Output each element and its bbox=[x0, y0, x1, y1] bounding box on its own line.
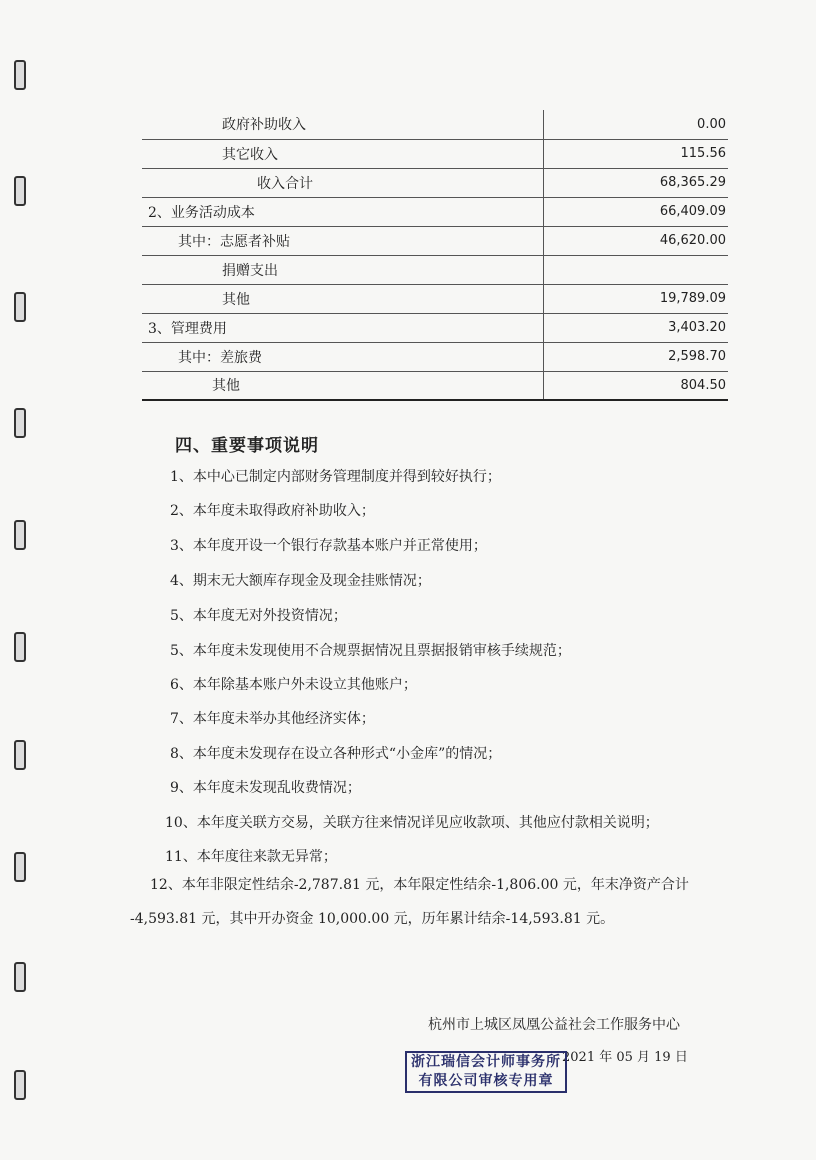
table-row bbox=[142, 284, 728, 313]
row-label: 其它收入 bbox=[142, 139, 544, 168]
stamp-line2: 有限公司审核专用章 bbox=[418, 1073, 554, 1089]
table-row bbox=[142, 197, 728, 226]
note-12-line2: -4,593.81 元，其中开办资金 10,000.00 元，历年累计结余-14,593.81 元。 bbox=[130, 911, 615, 927]
table-row bbox=[142, 168, 728, 197]
table-row bbox=[142, 110, 728, 139]
row-amount: 2,598.70 bbox=[544, 342, 729, 371]
row-amount bbox=[544, 255, 729, 284]
organization-name: 杭州市上城区凤凰公益社会工作服务中心 bbox=[428, 1017, 680, 1033]
section-title: 四、重要事项说明 bbox=[175, 436, 319, 456]
binding-hole bbox=[14, 520, 26, 550]
table-row bbox=[142, 313, 728, 342]
row-label: 3、管理费用 bbox=[142, 313, 544, 342]
row-amount: 46,620.00 bbox=[544, 226, 729, 255]
binding-hole bbox=[14, 60, 26, 90]
note-item: 1、本中心已制定内部财务管理制度并得到较好执行； bbox=[170, 469, 501, 485]
note-item-12 bbox=[130, 868, 710, 936]
binding-hole bbox=[14, 632, 26, 662]
table-row bbox=[142, 139, 728, 168]
row-label: 收入合计 bbox=[142, 168, 544, 197]
note-item: 11、本年度往来款无异常； bbox=[165, 849, 337, 865]
row-amount: 66,409.09 bbox=[544, 197, 729, 226]
table-row bbox=[142, 255, 728, 284]
row-amount: 115.56 bbox=[544, 139, 729, 168]
binding-hole bbox=[14, 408, 26, 438]
row-label: 其他 bbox=[142, 371, 544, 400]
row-label: 捐赠支出 bbox=[142, 255, 544, 284]
note-item: 10、本年度关联方交易，关联方往来情况详见应收款项、其他应付款相关说明； bbox=[165, 815, 659, 831]
note-item: 3、本年度开设一个银行存款基本账户并正常使用； bbox=[170, 538, 487, 554]
row-amount: 68,365.29 bbox=[544, 168, 729, 197]
table-row bbox=[142, 342, 728, 371]
row-label: 其他 bbox=[142, 284, 544, 313]
row-amount: 0.00 bbox=[544, 110, 729, 139]
report-date: 2021 年 05 月 19 日 bbox=[562, 1050, 688, 1065]
note-item: 4、期末无大额库存现金及现金挂账情况； bbox=[170, 573, 431, 589]
note-12-line1: 12、本年非限定性结余-2,787.81 元，本年限定性结余-1,806.00 元，年末净资产合计 bbox=[150, 877, 689, 893]
note-item: 8、本年度未发现存在设立各种形式“小金库”的情况； bbox=[170, 746, 502, 762]
note-item: 5、本年度无对外投资情况； bbox=[170, 608, 347, 624]
binding-hole bbox=[14, 292, 26, 322]
binding-hole bbox=[14, 852, 26, 882]
note-item: 5、本年度未发现使用不合规票据情况且票据报销审核手续规范； bbox=[170, 643, 571, 659]
note-item: 7、本年度未举办其他经济实体； bbox=[170, 711, 375, 727]
income-expense-table bbox=[142, 110, 728, 401]
row-label: 2、业务活动成本 bbox=[142, 197, 544, 226]
note-item: 9、本年度未发现乱收费情况； bbox=[170, 780, 361, 796]
row-amount: 804.50 bbox=[544, 371, 729, 400]
row-amount: 19,789.09 bbox=[544, 284, 729, 313]
stamp-line1: 浙江瑞信会计师事务所 bbox=[411, 1054, 561, 1070]
binding-hole bbox=[14, 1070, 26, 1100]
row-label: 其中：志愿者补贴 bbox=[142, 226, 544, 255]
note-item: 2、本年度未取得政府补助收入； bbox=[170, 503, 375, 519]
audit-stamp bbox=[405, 1051, 567, 1093]
table-row bbox=[142, 226, 728, 255]
binding-hole bbox=[14, 740, 26, 770]
binding-hole bbox=[14, 962, 26, 992]
table-row bbox=[142, 371, 728, 400]
row-label: 其中：差旅费 bbox=[142, 342, 544, 371]
note-item: 6、本年除基本账户外未设立其他账户； bbox=[170, 677, 417, 693]
row-label: 政府补助收入 bbox=[142, 110, 544, 139]
binding-hole bbox=[14, 176, 26, 206]
row-amount: 3,403.20 bbox=[544, 313, 729, 342]
